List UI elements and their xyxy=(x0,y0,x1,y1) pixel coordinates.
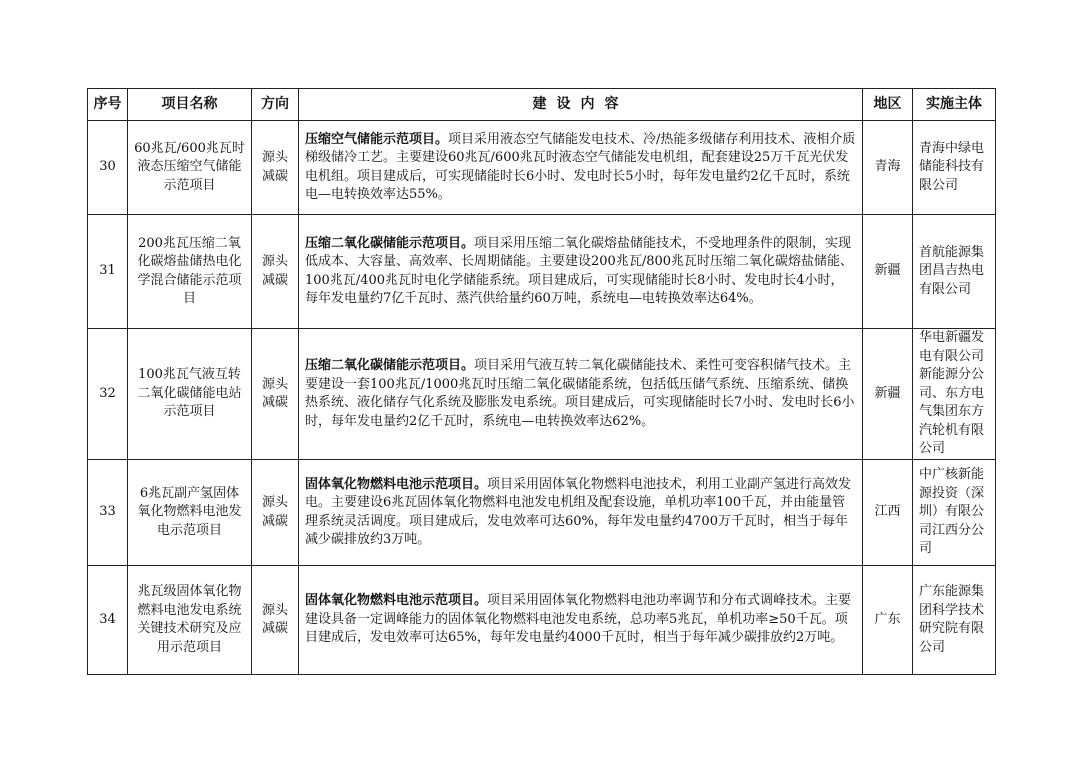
project-owner: 华电新疆发电有限公司新能源分公司、东方电气集团东方汽轮机有限公司 xyxy=(913,329,996,460)
content-body: 项目采用气液互转二氧化碳储能技术、柔性可变容积储气技术。主要建设一套100兆瓦/1000兆瓦时压缩二氧化碳储能系统，包括低压储气系统、压缩系统、储换热系统、液化储存气化系统及膨胀发电系统。项目建成后，可实现储能时长7小时、发电时长6小时，每年发电量约2亿千瓦时，系统电—电转换效率达62%。 xyxy=(305,358,855,429)
project-name: 兆瓦级固体氧化物燃料电池发电系统关键技术研究及应用示范项目 xyxy=(128,566,252,675)
content-title: 固体氧化物燃料电池示范项目。 xyxy=(305,593,488,609)
project-content xyxy=(299,215,863,329)
project-region: 江西 xyxy=(863,460,913,566)
table-row xyxy=(88,329,996,460)
project-name: 6兆瓦副产氢固体氧化物燃料电池发电示范项目 xyxy=(128,460,252,566)
header-direction: 方向 xyxy=(252,89,299,121)
direction-line: 源头 xyxy=(261,495,288,510)
project-name: 60兆瓦/600兆瓦时液态压缩空气储能示范项目 xyxy=(128,121,252,215)
project-region: 广东 xyxy=(863,566,913,675)
direction-line: 减碳 xyxy=(261,395,288,410)
content-body: 项目采用固体氧化物燃料电池功率调节和分布式调峰技术。主要建设具备一定调峰能力的固体氧化物燃料电池发电系统，总功率5兆瓦，单机功率≥50千瓦。项目建成后，发电效率可达65%，每年发电量约4000千瓦时，相当于每年减少碳排放约2万吨。 xyxy=(305,593,852,646)
project-owner: 首航能源集团昌吉热电有限公司 xyxy=(913,215,996,329)
header-content: 建设内容 xyxy=(299,89,863,121)
table-header-row xyxy=(88,89,996,121)
content-title: 固体氧化物燃料电池示范项目。 xyxy=(305,476,488,492)
header-owner: 实施主体 xyxy=(913,89,996,121)
content-title: 压缩空气储能示范项目。 xyxy=(305,131,449,147)
project-owner: 广东能源集团科学技术研究院有限公司 xyxy=(913,566,996,675)
project-content xyxy=(299,121,863,215)
project-table xyxy=(87,88,996,675)
direction-line: 减碳 xyxy=(261,272,288,288)
project-owner: 青海中绿电储能科技有限公司 xyxy=(913,121,996,215)
row-number: 32 xyxy=(88,329,128,460)
direction-line: 源头 xyxy=(261,376,288,392)
project-direction xyxy=(252,329,299,460)
project-content xyxy=(299,460,863,566)
project-name: 200兆瓦压缩二氧化碳熔盐储热电化学混合储能示范项目 xyxy=(128,215,252,329)
project-content xyxy=(299,329,863,460)
direction-line: 源头 xyxy=(261,254,288,269)
content-body: 项目采用液态空气储能发电技术、冷/热能多级储存利用技术、液相介质梯级储冷工艺。主要建设60兆瓦/600兆瓦时液态空气储能发电机组，配套建设25万千瓦光伏发电机组。项目建成后，可实现储能时长6小时、发电时长5小时，每年发电量约2亿千瓦时，系统电—电转换效率达55%。 xyxy=(305,131,856,202)
project-content xyxy=(299,566,863,675)
project-owner: 中广核新能源投资（深圳）有限公司江西分公司 xyxy=(913,460,996,566)
project-region: 新疆 xyxy=(863,215,913,329)
table-row xyxy=(88,566,996,675)
row-number: 31 xyxy=(88,215,128,329)
table-row xyxy=(88,460,996,566)
direction-line: 源头 xyxy=(261,150,288,165)
direction-line: 减碳 xyxy=(261,513,288,529)
header-seq: 序号 xyxy=(88,89,128,121)
content-body: 项目采用压缩二氧化碳熔盐储能技术，不受地理条件的限制，实现低成本、大容量、高效率、长周期储能。主要建设200兆瓦/800兆瓦时压缩二氧化碳熔盐储能、100兆瓦/400兆瓦时电化学储能系统。项目建成后，可实现储能时长8小时、发电时长4小时，每年发电量约7亿千瓦时、蒸汽供给量约60万吨，系统电—电转换效率达64%。 xyxy=(305,235,854,306)
content-title: 压缩二氧化碳储能示范项目。 xyxy=(305,235,475,251)
project-region: 新疆 xyxy=(863,329,913,460)
header-region: 地区 xyxy=(863,89,913,121)
direction-line: 源头 xyxy=(261,602,288,618)
project-direction xyxy=(252,566,299,675)
project-direction xyxy=(252,460,299,566)
direction-line: 减碳 xyxy=(261,168,288,184)
project-direction xyxy=(252,215,299,329)
content-title: 压缩二氧化碳储能示范项目。 xyxy=(305,358,475,373)
table-row xyxy=(88,121,996,215)
project-direction xyxy=(252,121,299,215)
project-region: 青海 xyxy=(863,121,913,215)
project-name: 100兆瓦气液互转二氧化碳储能电站示范项目 xyxy=(128,329,252,460)
header-name: 项目名称 xyxy=(128,89,252,121)
content-body: 项目采用固体氧化物燃料电池技术，利用工业副产氢进行高效发电。主要建设6兆瓦固体氧化物燃料电池发电机组及配套设施，单机功率100千瓦，并由能量管理系统灵活调度。项目建成后，发电效率可达60%，每年发电量约4700万千瓦时，相当于每年减少碳排放约3万吨。 xyxy=(305,476,852,547)
table-row xyxy=(88,215,996,329)
row-number: 30 xyxy=(88,121,128,215)
direction-line: 减碳 xyxy=(261,621,288,636)
row-number: 34 xyxy=(88,566,128,675)
row-number: 33 xyxy=(88,460,128,566)
